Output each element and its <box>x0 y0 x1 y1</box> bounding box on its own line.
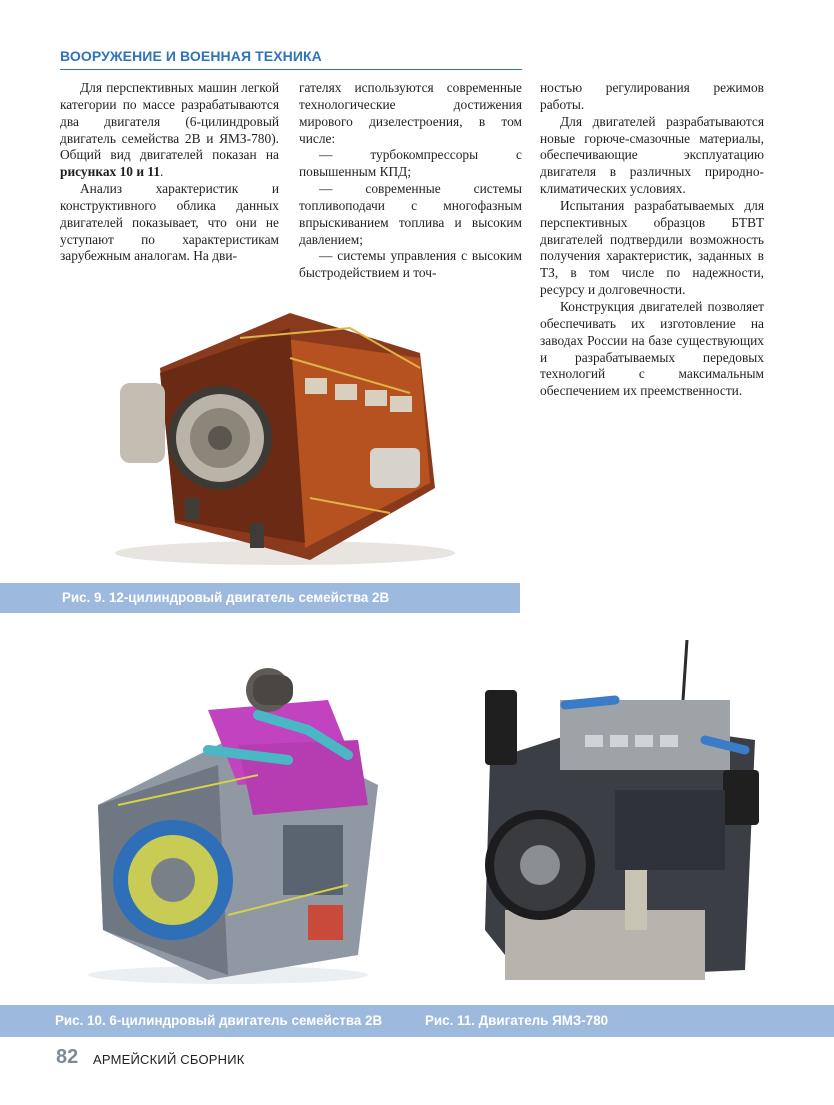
col3-paragraph-1: ностью регулирования режимов работы. <box>540 80 764 112</box>
engine-yamz780-illustration <box>465 640 770 1000</box>
col1-p1-end: . <box>160 164 164 180</box>
text-column-2 <box>299 80 522 282</box>
col1-paragraph-2: Анализ характеристик и конструктивного облика данных двигателей показывает, что они не уступают по характеристикам зарубежным аналогам. На дви- <box>60 181 279 264</box>
col2-paragraph-3: — современные системы топливоподачи с многофазным впрыскиванием топлива и высоким давлением; <box>299 181 522 247</box>
figures-10-11-caption-bar <box>0 1005 834 1037</box>
figure-10-caption: Рис. 10. 6-цилиндровый двигатель семейства 2В <box>55 1013 383 1028</box>
col2-paragraph-1: гателях используются современные технологические достижения мирового дизелестроения, в том числе: <box>299 80 522 146</box>
figure-9-engine-photo <box>90 298 475 570</box>
col2-paragraph-2: — турбокомпрессоры с повышенным КПД; <box>299 147 522 180</box>
col3-paragraph-3: Испытания разрабатываемых для перспективных образцов БТВТ двигателей подтвердили возможность получения характеристик, заданных в ТЗ, в том числе по надежности, ресурсу и долговечности. <box>540 197 764 298</box>
figure-11-caption: Рис. 11. Двигатель ЯМЗ-780 <box>425 1013 609 1028</box>
section-title: ВООРУЖЕНИЕ И ВОЕННАЯ ТЕХНИКА <box>60 48 322 64</box>
figure-9-caption: Рис. 9. 12-цилиндровый двигатель семейства 2В <box>62 590 390 605</box>
page-number: 82 <box>56 1046 79 1068</box>
engine-12cyl-illustration <box>90 298 475 570</box>
col1-paragraph-1 <box>60 80 279 181</box>
figure-11-engine-photo <box>465 640 770 1000</box>
col3-paragraph-4: Конструкция двигателей позволяет обеспечивать их изготовление на заводах России на базе существующих и разрабатываемых передовых технологий с максимальным обеспечением их преемственности. <box>540 298 764 399</box>
figure-9-caption-bar <box>0 583 520 613</box>
figure-10-engine-render <box>58 655 393 990</box>
magazine-title: АРМЕЙСКИЙ СБОРНИК <box>93 1052 245 1067</box>
col2-paragraph-4: — системы управления с высоким быстродействием и точ- <box>299 248 522 281</box>
col1-p1-bold-ref: рисунках 10 и 11 <box>60 164 161 180</box>
text-column-3 <box>540 80 764 400</box>
section-title-rule <box>60 69 522 70</box>
col1-p1-text: Для перспективных машин легкой категории по массе разрабатываются два двигателя (6-цилиндровый двигатель семейства 2В и ЯМЗ-780). Общий вид двигателей показан на <box>60 80 279 163</box>
engine-6cyl-cad-illustration <box>58 655 393 990</box>
text-column-1 <box>60 80 279 265</box>
col3-paragraph-2: Для двигателей разрабатываются новые горюче-смазочные материалы, обеспечивающие эксплуатацию двигателя в различных природно-климатических условиях. <box>540 113 764 197</box>
